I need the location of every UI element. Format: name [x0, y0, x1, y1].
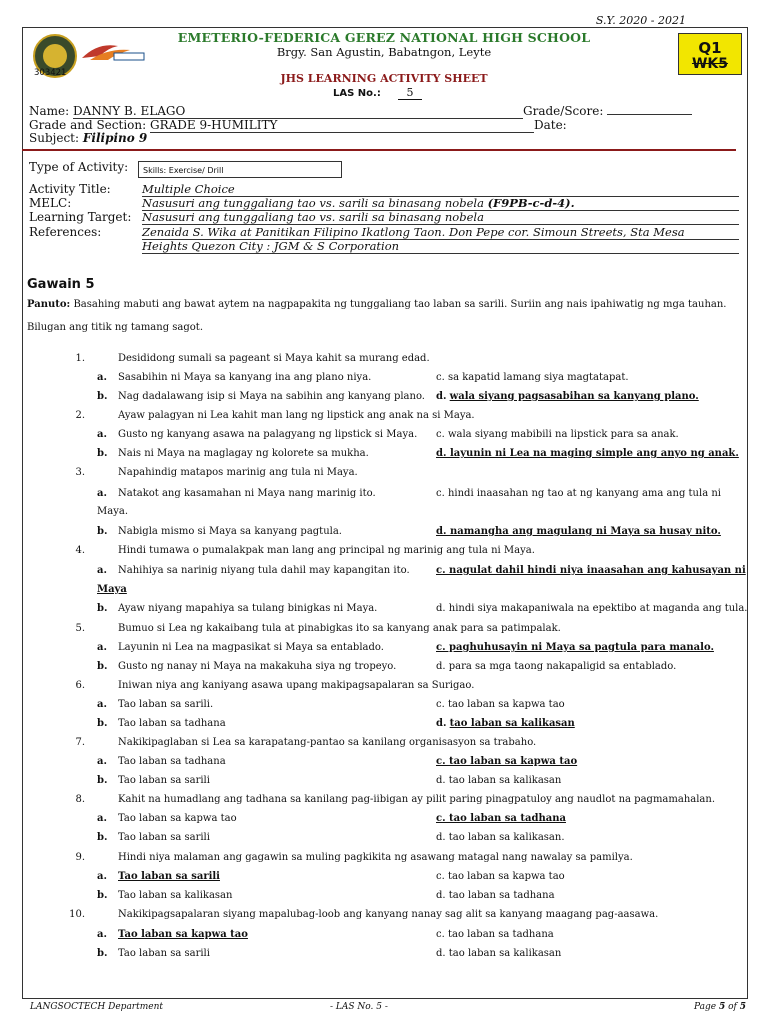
item-stem: Desididong sumali sa pageant si Maya kahit sa murang edad. — [118, 353, 430, 364]
choice-letter-b[interactable]: b. — [97, 661, 108, 672]
footer-page — [694, 1002, 746, 1012]
choice-d[interactable]: d. tao laban sa kalikasan — [436, 948, 562, 959]
choice-letter-b[interactable]: b. — [97, 775, 108, 786]
item-stem: Bumuo si Lea ng kakaibang tula at pinabigkas ito sa kanyang anak para sa patimpalak. — [118, 623, 561, 634]
item-number: 2. — [75, 410, 85, 421]
references-line2: Heights Quezon City : JGM & S Corporation — [142, 239, 739, 254]
choice-c[interactable]: c. tao laban sa kapwa tao — [436, 871, 565, 882]
item-number: 6. — [75, 680, 85, 691]
choice-d[interactable]: d. tao laban sa kalikasan — [436, 775, 562, 786]
item-number: 10. — [69, 909, 85, 920]
choice-letter-a[interactable]: a. — [97, 871, 107, 882]
gawain-title: Gawain 5 — [27, 277, 95, 292]
answer-a[interactable]: Tao laban sa kapwa tao — [118, 929, 248, 940]
week-label: WK5 — [691, 56, 729, 72]
item-stem: Nakikipagsapalaran siyang mapalubag-loob ang kanyang nanay sag alit sa kanyang maagang pag-aasawa. — [118, 909, 659, 920]
title-label: Activity Title: — [29, 182, 111, 196]
item-stem: Iniwan niya ang kaniyang asawa upang makipagsapalaran sa Surigao. — [118, 680, 475, 691]
choice-a[interactable]: Layunin ni Lea na magpasikat si Maya sa entablado. — [118, 642, 384, 653]
school-code: 303421 — [34, 68, 67, 78]
target-value: Nasusuri ang tunggaliang tao vs. sarili sa binasang nobela — [142, 210, 739, 225]
grade-score-field — [607, 114, 692, 115]
choice-b[interactable]: Nais ni Maya na maglagay ng kolorete sa mukha. — [118, 448, 369, 459]
choice-d-letter: d. — [436, 391, 447, 402]
choice-a[interactable]: Nahihiya sa narinig niyang tula dahil may kapangitan ito. — [118, 565, 410, 576]
melc-text: Nasusuri ang tunggaliang tao vs. sarili sa binasang nobela — [142, 196, 484, 210]
choice-letter-b[interactable]: b. — [97, 603, 108, 614]
choice-c-continued: Maya. — [97, 506, 128, 517]
answer-d[interactable]: d. namangha ang magulang ni Maya sa husay nito. — [436, 526, 721, 537]
school-name: EMETERIO-FEDERICA GEREZ NATIONAL HIGH SCHOOL — [177, 30, 591, 45]
type-value: Skills: Exercise/ Drill — [138, 161, 342, 178]
choice-letter-a[interactable]: a. — [97, 756, 107, 767]
answer-c[interactable]: c. nagulat dahil hindi niya inaasahan ang kahusayan ni — [436, 565, 746, 576]
item-stem: Ayaw palagyan ni Lea kahit man lang ng lipstick ang anak na si Maya. — [118, 410, 475, 421]
choice-letter-b[interactable]: b. — [97, 890, 108, 901]
footer-department: LANGSOCTECH Department — [30, 1002, 164, 1012]
choice-c[interactable]: c. tao laban sa kapwa tao — [436, 699, 565, 710]
melc-code: (F9PB-c-d-4). — [487, 196, 575, 210]
choice-letter-a[interactable]: a. — [97, 929, 107, 940]
target-label: Learning Target: — [29, 210, 132, 224]
panuto-text: Basahing mabuti ang bawat aytem na nagpapakita ng tunggaliang tao laban sa sarili. Suriin ang nais ipahiwatig ng mga tauhan. Bilugan ang titik ng tamang sagot. — [27, 299, 727, 333]
answer-a[interactable]: Tao laban sa sarili — [118, 871, 220, 882]
choice-letter-b[interactable]: b. — [97, 448, 108, 459]
choice-letter-a[interactable]: a. — [97, 372, 107, 383]
grade-score-label: Grade/Score: — [523, 104, 604, 118]
choice-a[interactable]: Tao laban sa kapwa tao — [118, 813, 237, 824]
choice-d[interactable]: d. tao laban sa kalikasan. — [436, 832, 565, 843]
answer-c-continued: Maya — [97, 584, 127, 595]
item-stem: Hindi niya malaman ang gagawin sa muling pagkikita ng asawang matagal nang nawalay sa pamilya. — [118, 852, 633, 863]
item-stem: Kahit na humadlang ang tadhana sa kanilang pag-iibigan ay pilit paring pinagpatuloy ang naudlot na pagmamahalan. — [118, 794, 716, 805]
answer-d: wala siyang pagsasabihan sa kanyang plano. — [449, 391, 699, 402]
choice-a[interactable]: Natakot ang kasamahan ni Maya nang marinig ito. — [118, 488, 376, 499]
item-stem: Napahindig matapos marinig ang tula ni Maya. — [118, 467, 358, 478]
answer-d: tao laban sa kalikasan — [449, 718, 575, 729]
answer-c[interactable]: c. tao laban sa kapwa tao — [436, 756, 578, 767]
instructions — [27, 293, 745, 339]
item-stem: Nakikipaglaban si Lea sa karapatang-pantao sa kanilang organisasyon sa trabaho. — [118, 737, 537, 748]
subject-row — [29, 131, 147, 145]
top-border — [22, 27, 748, 28]
choice-a[interactable]: Tao laban sa tadhana — [118, 756, 226, 767]
references-line1: Zenaida S. Wika at Panitikan Filipino Ikatlong Taon. Don Pepe cor. Simoun Streets, Sta Mesa — [142, 225, 739, 240]
subject-label: Subject: — [29, 131, 80, 145]
choice-letter-a[interactable]: a. — [97, 813, 107, 824]
choice-b[interactable]: Nabigla mismo si Maya sa kanyang pagtula. — [118, 526, 342, 537]
choice-b[interactable]: Tao laban sa tadhana — [118, 718, 226, 729]
student-name: DANNY B. ELAGO — [73, 104, 523, 119]
choice-d[interactable] — [436, 717, 575, 730]
choice-b[interactable]: Tao laban sa sarili — [118, 832, 210, 843]
student-section: GRADE 9-HUMILITY — [150, 118, 534, 133]
panuto-label: Panuto: — [27, 299, 71, 310]
melc-label: MELC: — [29, 196, 72, 210]
choice-c[interactable]: c. tao laban sa tadhana — [436, 929, 554, 940]
choice-d[interactable] — [436, 390, 699, 403]
las-number: 5 — [398, 86, 422, 100]
left-border — [22, 27, 23, 999]
choice-letter-a[interactable]: a. — [97, 429, 107, 440]
choice-b[interactable]: Tao laban sa kalikasan — [118, 890, 233, 901]
choice-letter-a[interactable]: a. — [97, 642, 107, 653]
item-number: 1. — [75, 353, 85, 364]
choice-d[interactable]: d. tao laban sa tadhana — [436, 890, 555, 901]
choice-letter-b[interactable]: b. — [97, 948, 108, 959]
choice-letter-a[interactable]: a. — [97, 699, 107, 710]
type-label: Type of Activity: — [29, 160, 129, 174]
choice-c[interactable]: c. hindi inaasahan ng tao at ng kanyang ama ang tula ni — [436, 488, 721, 499]
choice-d-letter: d. — [436, 718, 447, 729]
item-number: 9. — [75, 852, 85, 863]
right-border — [747, 27, 748, 999]
answer-d[interactable]: d. layunin ni Lea na maging simple ang anyo ng anak. — [436, 448, 739, 459]
choice-letter-b[interactable]: b. — [97, 526, 108, 537]
item-stem: Hindi tumawa o pumalakpak man lang ang principal ng marinig ang tula ni Maya. — [118, 545, 535, 556]
choice-letter-a[interactable]: a. — [97, 565, 107, 576]
bottom-border — [22, 998, 748, 999]
quarter-week-badge — [678, 33, 742, 75]
page-of: of — [728, 1002, 737, 1012]
references-label: References: — [29, 225, 102, 239]
choice-c[interactable]: c. wala siyang mabibili na lipstick para sa anak. — [436, 429, 679, 440]
item-number: 3. — [75, 467, 85, 478]
choice-a[interactable]: Sasabihin ni Maya sa kanyang ina ang plano niya. — [118, 372, 372, 383]
title-value: Multiple Choice — [142, 182, 739, 197]
las-label: LAS No.: — [333, 88, 381, 99]
choice-letter-b[interactable]: b. — [97, 391, 108, 402]
choice-b[interactable]: Tao laban sa sarili — [118, 948, 210, 959]
header-divider — [22, 149, 736, 151]
page-total: 5 — [739, 1002, 746, 1012]
date-label: Date: — [533, 118, 567, 132]
choice-d[interactable]: d. hindi siya makapaniwala na epektibo at maganda ang tula. — [436, 603, 748, 614]
quarter-label: Q1 — [698, 39, 722, 57]
answer-c[interactable]: c. paghuhusayin ni Maya sa pagtula para manalo. — [436, 642, 714, 653]
choice-c[interactable]: c. sa kapatid lamang siya magtatapat. — [436, 372, 629, 383]
footer-las: - LAS No. 5 - — [330, 1002, 388, 1012]
item-number: 7. — [75, 737, 85, 748]
page-label: Page — [693, 1002, 717, 1012]
choice-b[interactable]: Nag dadalawang isip si Maya na sabihin ang kanyang plano. — [118, 391, 425, 402]
choice-letter-b[interactable]: b. — [97, 718, 108, 729]
choice-b[interactable]: Tao laban sa sarili — [118, 775, 210, 786]
sheet-title: JHS LEARNING ACTIVITY SHEET — [280, 72, 488, 85]
school-year: S.Y. 2020 - 2021 — [595, 14, 686, 27]
name-label: Name: — [29, 104, 70, 118]
item-number: 4. — [75, 545, 85, 556]
choice-b[interactable]: Ayaw niyang mapahiya sa tulang binigkas ni Maya. — [118, 603, 378, 614]
page-number: 5 — [718, 1002, 726, 1012]
name-row — [29, 104, 692, 119]
choice-a[interactable]: Tao laban sa sarili. — [118, 699, 214, 710]
school-address: Brgy. San Agustin, Babatngon, Leyte — [276, 45, 492, 59]
choice-a[interactable]: Gusto ng kanyang asawa na palagyang ng lipstick si Maya. — [118, 429, 418, 440]
item-number: 8. — [75, 794, 85, 805]
section-label: Grade and Section: — [29, 118, 147, 132]
item-number: 5. — [75, 623, 85, 634]
choice-b[interactable]: Gusto ng nanay ni Maya na makakuha siya ng tropeyo. — [118, 661, 397, 672]
choice-d[interactable]: d. para sa mga taong nakapaligid sa entablado. — [436, 661, 677, 672]
answer-c[interactable]: c. tao laban sa tadhana — [436, 813, 566, 824]
choice-letter-b[interactable]: b. — [97, 832, 108, 843]
melc-value — [142, 196, 739, 211]
subject-value: Filipino 9 — [82, 131, 148, 145]
choice-letter-a[interactable]: a. — [97, 488, 107, 499]
